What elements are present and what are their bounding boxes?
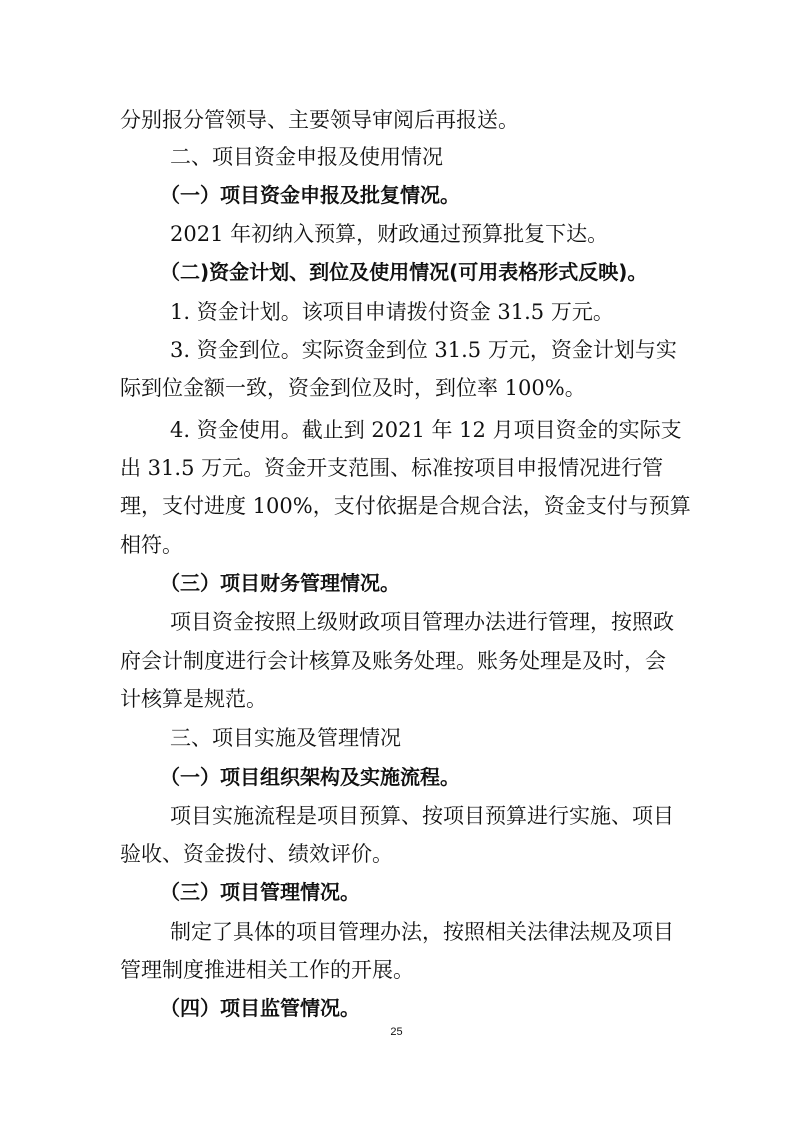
body-text-line: 计核算是规范。 — [120, 687, 267, 711]
body-text-line: 3. 资金到位。实际资金到位 31.5 万元，资金计划与实 — [170, 338, 677, 362]
body-text-line: 2021 年初纳入预算，财政通过预算批复下达。 — [170, 222, 609, 246]
section-heading: 二、项目资金申报及使用情况 — [170, 145, 443, 169]
body-text-line: 验收、资金拨付、绩效评价。 — [120, 842, 393, 866]
body-text-line: 项目资金按照上级财政项目管理办法进行管理，按照政 — [170, 610, 674, 634]
subsection-heading: （一）项目组织架构及实施流程。 — [160, 765, 460, 789]
body-text-line: 相符。 — [120, 533, 183, 557]
subsection-heading: （三）项目财务管理情况。 — [160, 571, 400, 595]
body-text-line: 制定了具体的项目管理办法，按照相关法律法规及项目 — [170, 920, 674, 944]
subsection-heading: （三）项目管理情况。 — [160, 880, 360, 904]
page-number: 25 — [390, 1026, 403, 1038]
subsection-heading: （二)资金计划、到位及使用情况(可用表格形式反映)。 — [160, 260, 648, 284]
body-text-line: 府会计制度进行会计核算及账务处理。账务处理是及时，会 — [120, 649, 666, 673]
section-heading: 三、项目实施及管理情况 — [170, 726, 401, 750]
body-text-line: 1. 资金计划。该项目申请拨付资金 31.5 万元。 — [170, 300, 614, 324]
body-text-line: 际到位金额一致，资金到位及时，到位率 100%。 — [120, 376, 586, 400]
subsection-heading: （一）项目资金申报及批复情况。 — [160, 183, 460, 207]
body-text-line: 项目实施流程是项目预算、按项目预算进行实施、项目 — [170, 804, 674, 828]
body-text-line: 4. 资金使用。截止到 2021 年 12 月项目资金的实际支 — [170, 418, 682, 442]
subsection-heading: （四）项目监管情况。 — [160, 996, 360, 1020]
body-text-line: 管理制度推进相关工作的开展。 — [120, 958, 414, 982]
body-text-line: 理，支付进度 100%，支付依据是合规合法，资金支付与预算 — [120, 494, 691, 518]
body-text-line: 分别报分管领导、主要领导审阅后再报送。 — [120, 108, 519, 132]
body-text-line: 出 31.5 万元。资金开支范围、标准按项目申报情况进行管 — [120, 456, 664, 480]
